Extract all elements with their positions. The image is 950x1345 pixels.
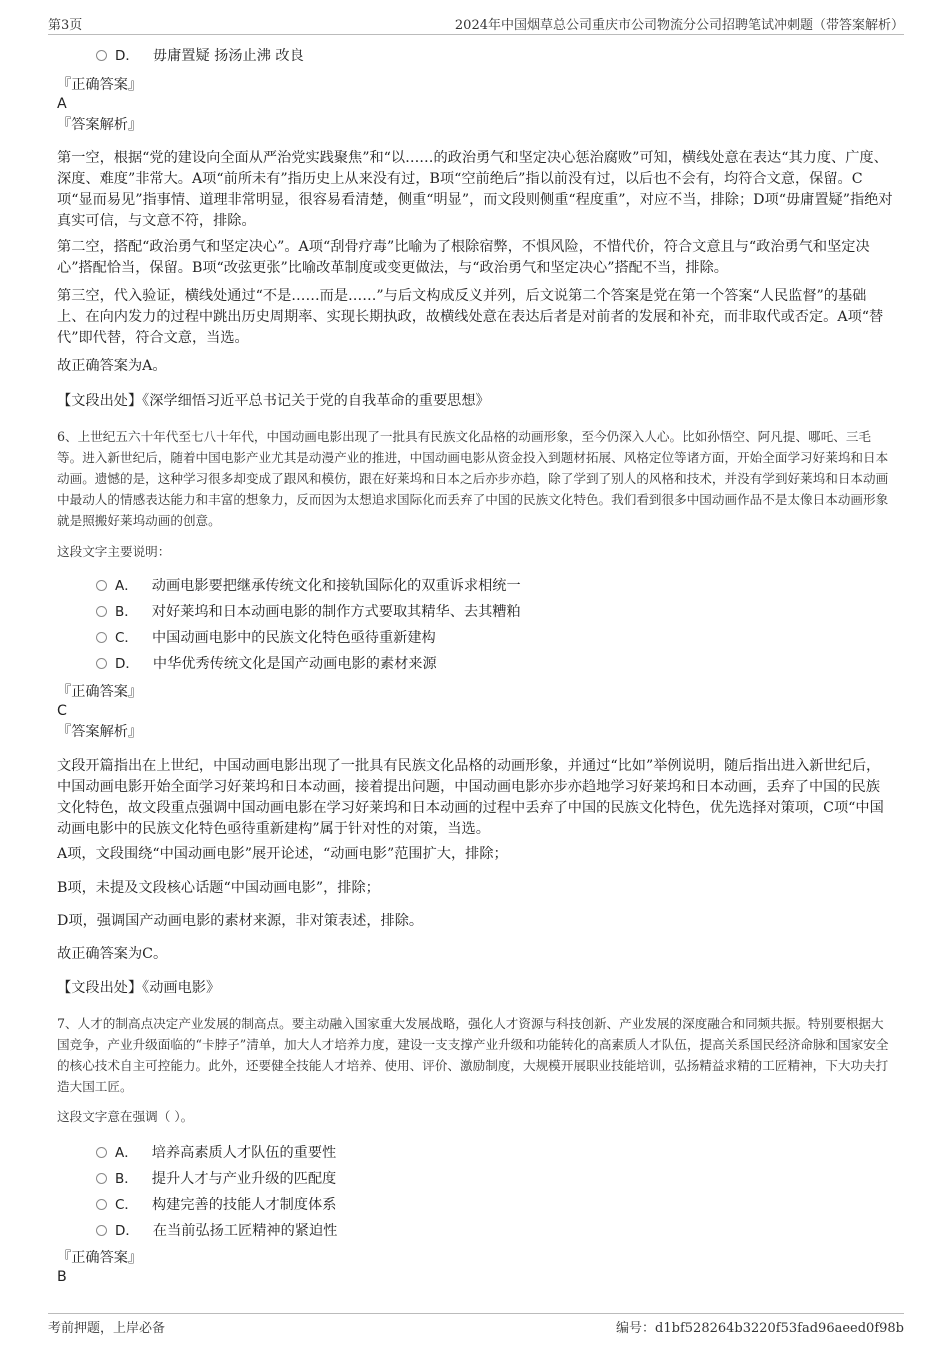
option-text: 培养高素质人才队伍的重要性 [151,1145,337,1161]
radio-icon[interactable] [96,606,107,617]
radio-icon[interactable] [96,658,107,669]
option-text: 构建完善的技能人才制度体系 [151,1197,337,1213]
q7-option-a[interactable] [96,1143,336,1163]
radio-icon[interactable] [96,632,107,643]
option-letter: C． [115,1197,138,1213]
q5-analysis-label: 『答案解析』 [57,117,143,133]
option-letter: D． [115,1223,139,1239]
q6-conclusion: 故正确答案为C。 [57,946,168,962]
q5-analysis-para-3: 第三空，代入验证，横线处通过“不是……而是……”与后文构成反义并列，后文说第二个答案是党在第一个答案“人民监督”的基础上、在向内发力的过程中跳出历史周期率、实现长期执政，故横线处意在表达后者是对前者的发展和补充，而非取代或否定。A项“替代”即代替，符合文意，当选。 [57,288,884,346]
q5-correct-label: 『正确答案』 [57,77,143,93]
document-id: 编号：d1bf528264b3220f53fad96aeed0f98b [616,1321,904,1336]
option-text: 中华优秀传统文化是国产动画电影的素材来源 [152,656,437,672]
document-title: 2024年中国烟草总公司重庆市公司物流分公司招聘笔试冲刺题（带答案解析） [454,18,904,33]
q7-option-c[interactable] [96,1195,336,1215]
option-text: 中国动画电影中的民族文化特色亟待重新建构 [151,630,436,646]
q6-source: 【文段出处】《动画电影》 [57,980,221,996]
radio-icon[interactable] [96,50,107,61]
q7-correct-label: 『正确答案』 [57,1250,143,1266]
option-letter: A． [115,578,138,594]
q5-analysis-para-2: 第二空，搭配“政治勇气和坚定决心”。A项“刮骨疗毒”比喻为了根除宿弊，不惧风险，不惜代价，符合文意且与“政治勇气和坚定决心”搭配恰当，保留。B项“改弦更张”比喻改革制度或变更做法，与“政治勇气和坚定决心”搭配不当，排除。 [57,239,870,276]
q5-conclusion: 故正确答案为A。 [57,358,167,374]
q6-stem: 6、上世纪五六十年代至七八十年代，中国动画电影出现了一批具有民族文化品格的动画形象，至今仍深入人心。比如孙悟空、阿凡提、哪吒、三毛等。进入新世纪后，随着中国电影产业尤其是动漫产业的推进，中国动画电影从资金投入到题材拓展、风格定位等诸方面，开始全面学习好莱坞和日本动画。遗憾的是，这种学习很多却变成了跟风和模仿，跟在好莱坞和日本之后亦步亦趋，除了学到了别人的风格和技术，并没有学到好莱坞和日本动画中最动人的情感表达能力和丰富的想象力，反而因为太想追求国际化而丢弃了中国的民族文化特色。我们看到很多中国动画作品不是太像日本动画形象就是照搬好莱坞动画的创意。 [57,429,889,528]
option-letter: D． [115,48,139,64]
q7-option-b[interactable] [96,1169,336,1189]
q6-analysis-para-3: B项，未提及文段核心话题“中国动画电影”，排除； [57,880,380,896]
q7-answer: B [57,1269,67,1285]
option-letter: B． [115,604,138,620]
option-letter: D． [115,656,139,672]
radio-icon[interactable] [96,1173,107,1184]
q5-source: 【文段出处】《深学细悟习近平总书记关于党的自我革命的重要思想》 [57,393,490,409]
q7-question: 这段文字意在强调（ ）。 [57,1109,194,1124]
radio-icon[interactable] [96,580,107,591]
q6-option-b[interactable] [96,602,521,622]
radio-icon[interactable] [96,1147,107,1158]
option-letter: C． [115,630,138,646]
q6-option-d[interactable] [96,654,437,674]
q6-analysis-para-4: D项，强调国产动画电影的素材来源，非对策表述，排除。 [57,913,424,929]
option-letter: A． [115,1145,138,1161]
q6-analysis-label: 『答案解析』 [57,724,143,740]
q6-option-a[interactable] [96,576,521,596]
option-text: 毋庸置疑 扬汤止沸 改良 [152,48,304,64]
page-header [48,14,904,35]
q6-answer: C [57,703,67,719]
option-text: 在当前弘扬工匠精神的紧迫性 [152,1223,338,1239]
radio-icon[interactable] [96,1225,107,1236]
q6-question: 这段文字主要说明： [57,544,171,559]
q6-option-c[interactable] [96,628,436,648]
q7-stem: 7、人才的制高点决定产业发展的制高点。要主动融入国家重大发展战略，强化人才资源与科技创新、产业发展的深度融合和同频共振。特别要根据大国竞争，产业升级面临的“卡脖子”清单，加大人才培养力度，建设一支支撑产业升级和功能转化的高素质人才队伍，提高关系国民经济命脉和国家安全的核心技术自主可控能力。此外，还要健全技能人才培养、使用、评价、激励制度，大规模开展职业技能培训，弘扬精益求精的工匠精神，下大功夫打造大国工匠。 [57,1016,889,1094]
q6-analysis-para-2: A项，文段围绕“中国动画电影”展开论述，“动画电影”范围扩大，排除； [57,846,508,862]
option-text: 动画电影要把继承传统文化和接轨国际化的双重诉求相统一 [151,578,521,594]
option-letter: B． [115,1171,138,1187]
footer-slogan: 考前押题，上岸必备 [48,1321,166,1336]
radio-icon[interactable] [96,1199,107,1210]
option-text: 对好莱坞和日本动画电影的制作方式要取其精华、去其糟粕 [151,604,521,620]
q5-option-d[interactable] [96,46,304,66]
q6-analysis-para-1: 文段开篇指出在上世纪，中国动画电影出现了一批具有民族文化品格的动画形象，并通过“比如”举例说明，随后指出进入新世纪后，中国动画电影开始全面学习好莱坞和日本动画，接着提出问题，中国动画电影亦步亦趋地学习好莱坞和日本动画，丢弃了中国的民族文化特色，故文段重点强调中国动画电影在学习好莱坞和日本动画的过程中丢弃了中国的民族文化特色，优先选择对策项，C项“中国动画电影中的民族文化特色亟待重新建构”属于针对性的对策，当选。 [57,758,884,837]
q6-correct-label: 『正确答案』 [57,684,143,700]
q5-analysis-para-1: 第一空，根据“党的建设向全面从严治党实践聚焦”和“以……的政治勇气和坚定决心惩治腐败”可知，横线处意在表达“其力度、广度、深度、难度”非常大。A项“前所未有”指历史上从来没有过，B项“空前绝后”指以前没有过，以后也不会有，均符合文意，保留。C项“显而易见”指事情、道理非常明显，很容易看清楚，侧重“明显”，而文段则侧重“程度重”，对应不当，排除；D项“毋庸置疑”指绝对真实可信，与文意不符，排除。 [57,150,893,229]
q7-option-d[interactable] [96,1221,337,1241]
option-text: 提升人才与产业升级的匹配度 [151,1171,337,1187]
page-number: 第3页 [48,18,83,33]
q5-answer: A [57,96,67,112]
page-footer [48,1313,904,1336]
